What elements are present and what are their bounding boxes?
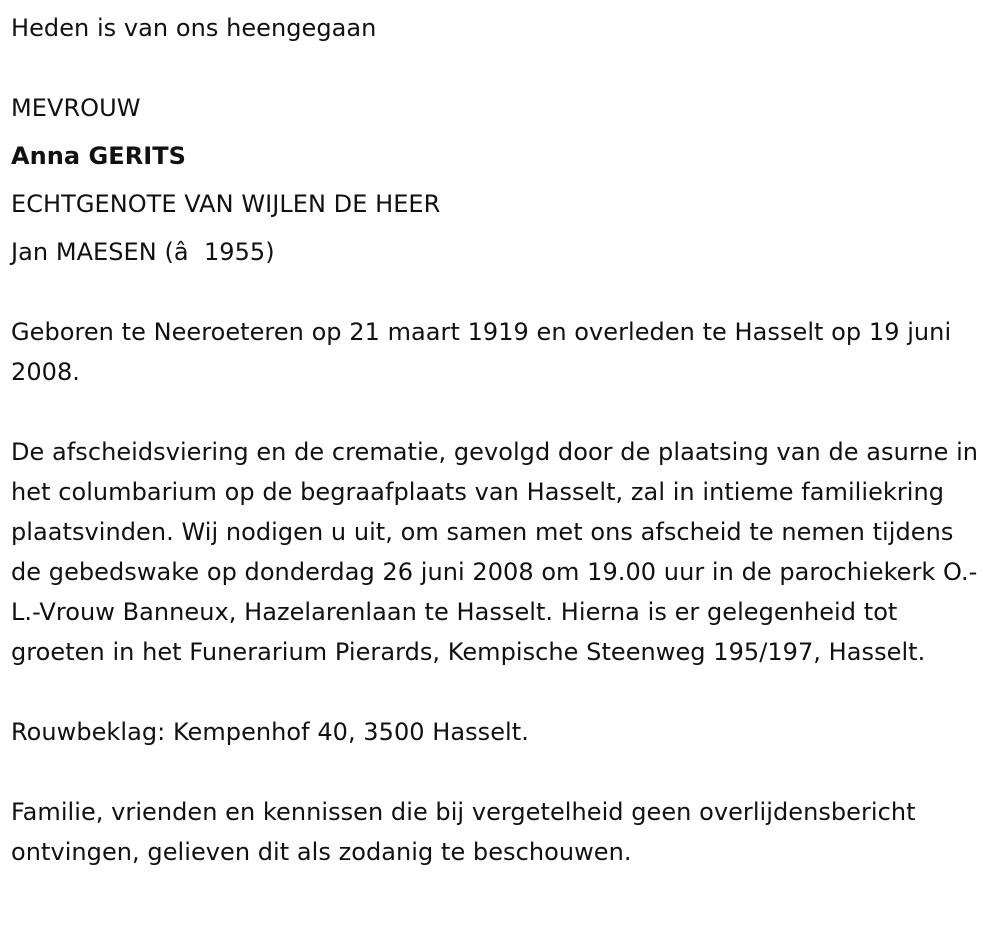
ceremony-paragraph: De afscheidsviering en de crematie, gevolgd door de plaatsing van de asurne in het columbarium op de begraafplaats van Hasselt, zal in intieme familiekring plaatsvinden. Wij nodigen u uit, om samen met ons afscheid te nemen tijdens de gebedswake op donderdag 26 juni 2008 om 19.00 uur in de parochiekerk O.-L.-Vrouw Banneux, Hazelarenlaan te Hasselt. Hierna is er gelegenheid tot groeten in het Funerarium Pierards, Kempische Steenweg 195/197, Hasselt. [11, 438, 979, 666]
condolence-address: Rouwbeklag: Kempenhof 40, 3500 Hasselt. [11, 718, 529, 746]
intro-line: Heden is van ons heengegaan [11, 14, 377, 42]
closing-note: Familie, vrienden en kennissen die bij vergetelheid geen overlijdensbericht ontvingen, gelieven dit als zodanig te beschouwen. [11, 798, 916, 866]
spouse-line: Jan MAESEN (â 1955) [11, 238, 275, 266]
birth-death-paragraph: Geboren te Neeroeteren op 21 maart 1919 en overleden te Hasselt op 19 juni 2008. [11, 318, 952, 386]
relationship-line: ECHTGENOTE VAN WIJLEN DE HEER [11, 190, 441, 218]
honorific: MEVROUW [11, 94, 141, 122]
obituary-text [11, 8, 991, 872]
deceased-name: Anna GERITS [11, 142, 187, 170]
